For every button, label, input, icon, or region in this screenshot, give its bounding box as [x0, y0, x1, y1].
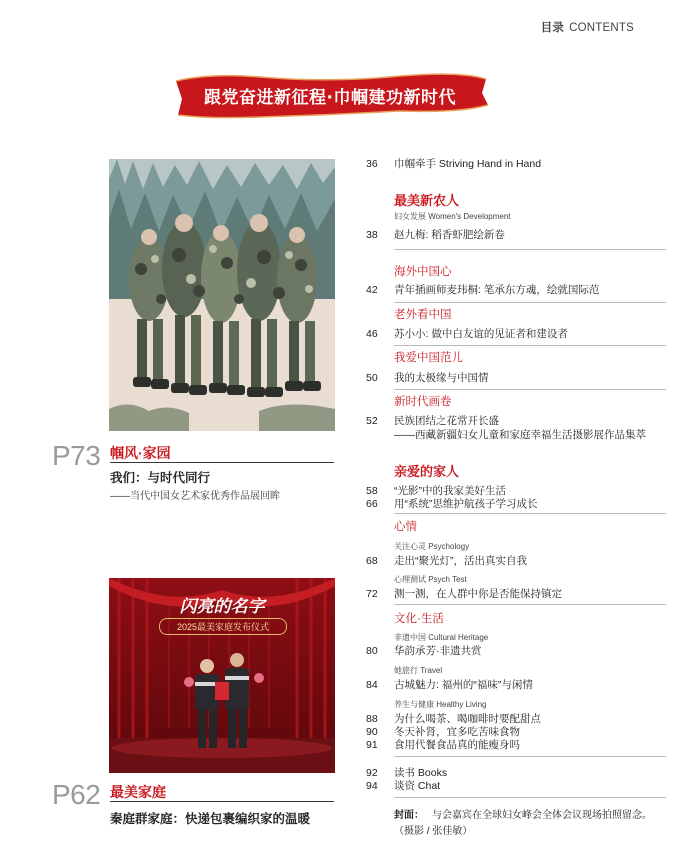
toc-entry[interactable]: 72 测一测，在人群中你是否能保持镇定: [366, 588, 562, 600]
toc-entry[interactable]: 66 用“系统”思维护航孩子学习成长: [366, 498, 538, 510]
column-label: 非遗中国 Cultural Heritage: [394, 633, 489, 642]
contents-header: [541, 19, 634, 35]
column-label: 她旅行 Travel: [394, 666, 443, 675]
section-title: 文化·生活: [394, 613, 444, 625]
section-title: 海外中国心: [394, 266, 452, 278]
feature-section-title: 帼风·家园: [110, 445, 171, 461]
family-photo: [109, 578, 335, 773]
section-divider: [394, 345, 666, 346]
toc-entry-continuation: ——西藏新疆妇女儿童和家庭幸福生活摄影展作品集萃: [394, 429, 646, 441]
toc-entry[interactable]: 68 走出“聚光灯”，活出真实自我: [366, 555, 527, 567]
cover-text: 与会嘉宾在全球妇女峰会全体会议现场拍照留念。（摄影 / 张佳敏）: [394, 810, 652, 837]
feature-divider: [110, 462, 334, 463]
section-title: 老外看中国: [394, 309, 452, 321]
section-title: 新时代画卷: [394, 396, 452, 408]
toc-entry[interactable]: 92 读书 Books: [366, 767, 448, 779]
cover-label: 封面：: [394, 810, 424, 821]
section-title: 心情: [394, 521, 417, 533]
toc-entry[interactable]: 80 华韵承芳·非遗共赏: [366, 645, 482, 657]
feature-description: ——当代中国女艺术家优秀作品展回眸: [110, 491, 280, 502]
column-label: 妇女发展 Women's Development: [394, 212, 511, 221]
contents-label-en: CONTENTS: [569, 22, 634, 34]
section-divider: [394, 797, 666, 798]
feature-page-number: P62: [52, 779, 101, 810]
section-divider: [394, 302, 666, 303]
section-divider: [394, 756, 666, 757]
feature-headline[interactable]: 我们：与时代同行: [110, 471, 211, 485]
toc-entry[interactable]: 38 赵九梅: 稻香虾肥绘新卷: [366, 229, 505, 241]
section-divider: [394, 513, 666, 514]
contents-label-zh: 目录: [540, 22, 565, 34]
painting-image: [109, 159, 335, 431]
feature-section-title: 最美家庭: [110, 784, 166, 800]
toc-entry[interactable]: 90 冬天补肾，宜多吃苦味食物: [366, 726, 520, 738]
feature-headline[interactable]: 秦庭群家庭：快递包裹编织家的温暖: [110, 812, 311, 826]
column-label: 心理测试 Psych Test: [394, 575, 467, 584]
feature-divider: [110, 801, 334, 802]
toc-entry[interactable]: 46 苏小小: 做中白友谊的见证者和建设者: [366, 328, 568, 340]
banner-title: 跟党奋进新征程·巾帼建功新时代: [204, 88, 456, 108]
toc-entry[interactable]: 50 我的太极缘与中国情: [366, 372, 489, 384]
feature-page-number: P73: [52, 440, 101, 471]
cover-caption: [394, 808, 664, 840]
section-title: 亲爱的家人: [394, 464, 460, 479]
section-divider: [394, 389, 666, 390]
section-divider: [394, 249, 666, 250]
toc-entry[interactable]: 88 为什么喝茶、喝咖啡时要配甜点: [366, 713, 541, 725]
column-label: 养生与健康 Healthy Living: [394, 700, 487, 709]
toc-entry[interactable]: 91 食用代餐食品真的能瘦身吗: [366, 739, 520, 751]
toc-entry[interactable]: 58 “光影”中的我家美好生活: [366, 485, 506, 497]
toc-entry[interactable]: 36 巾帼牵手 Striving Hand in Hand: [366, 158, 542, 170]
section-title: 我爱中国范儿: [394, 352, 463, 364]
toc-entry[interactable]: 94 谈资 Chat: [366, 780, 441, 792]
toc-entry[interactable]: 52 民族团结之花常开长盛: [366, 415, 499, 427]
toc-entry[interactable]: 84 古城魅力: 福州的“福味”与闲情: [366, 679, 533, 691]
photo-headline: 闪亮的名字: [179, 597, 265, 617]
section-divider: [394, 604, 666, 605]
toc-entry[interactable]: 42 青年插画师麦玮桐: 笔承东方魂，绘就国际范: [366, 284, 600, 296]
section-title: 最美新农人: [394, 193, 460, 208]
column-label: 关注心灵 Psychology: [394, 542, 470, 551]
theme-banner: [170, 71, 490, 123]
photo-subheadline: 2025最美家庭发布仪式: [159, 618, 287, 635]
